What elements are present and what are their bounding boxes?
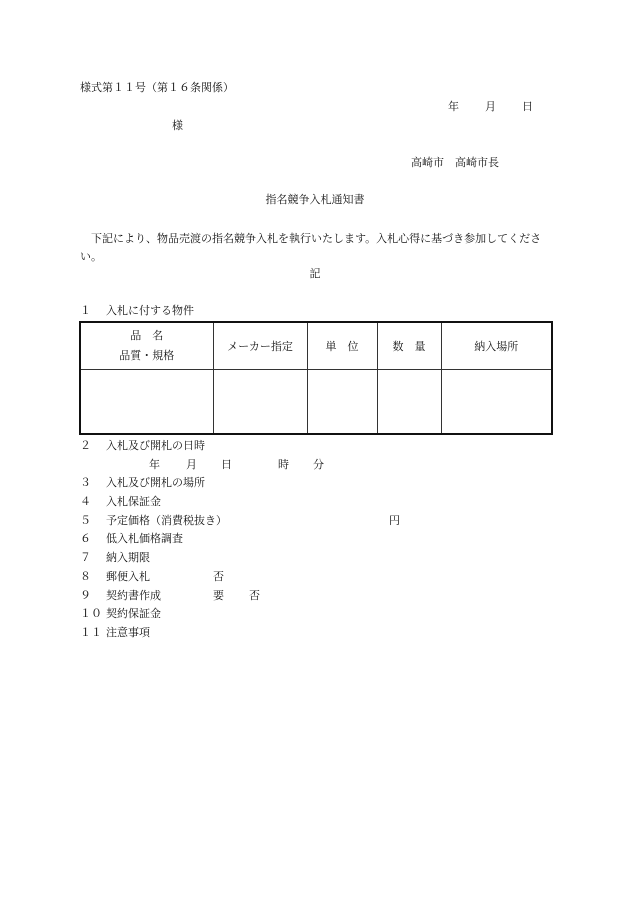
col-item-name-line1: 品 名	[130, 329, 164, 342]
cell-delivery-place	[441, 370, 552, 435]
list-item	[80, 568, 227, 587]
datetime-month: 月	[186, 457, 197, 471]
cell-unit	[307, 370, 377, 435]
item-5-unit: 円	[389, 513, 400, 527]
cell-item-name	[80, 370, 213, 435]
item-7-number: ７	[80, 551, 91, 565]
list-item	[80, 624, 227, 643]
item-5-label: 予定価格（消費税抜き）	[106, 513, 227, 527]
item-11-label: 注意事項	[106, 625, 150, 639]
cell-maker	[213, 370, 307, 435]
datetime-minute: 分	[313, 457, 324, 471]
item-8-option-no: 否	[213, 569, 224, 583]
date-line	[448, 100, 533, 114]
datetime-year: 年	[149, 457, 160, 471]
list-item	[80, 512, 400, 531]
col-quantity: 数 量	[377, 322, 441, 370]
item-8-number: ８	[80, 569, 91, 583]
item-7-label: 納入期限	[106, 551, 150, 565]
table-header-row	[80, 322, 552, 370]
body-text: 下記により、物品売渡の指名競争入札を執行いたします。入札心得に基づき参加してください。	[80, 232, 542, 263]
col-delivery-place: 納入場所	[441, 322, 552, 370]
table-row	[80, 370, 552, 435]
col-item-name	[80, 322, 213, 370]
date-month: 月	[485, 100, 496, 113]
item-10-number: １０	[80, 607, 102, 621]
item-5-number: ５	[80, 513, 91, 527]
item-10-label: 契約保証金	[106, 607, 161, 621]
list-item	[80, 493, 227, 512]
item-9-option-yes: 要	[213, 588, 224, 602]
item-11-number: １１	[80, 625, 102, 639]
cell-quantity	[377, 370, 441, 435]
col-unit: 単 位	[307, 322, 377, 370]
issuer: 高崎市 高崎市長	[411, 156, 499, 169]
item-2-label: 入札及び開札の日時	[106, 439, 205, 452]
form-number: 様式第１１号（第１６条関係）	[80, 81, 234, 94]
date-year: 年	[448, 100, 459, 113]
item-4-number: ４	[80, 495, 91, 509]
item-4-label: 入札保証金	[106, 495, 161, 509]
item-9-number: ９	[80, 588, 91, 602]
item-9-option-no: 否	[249, 588, 260, 602]
item-9-label: 契約書作成	[106, 588, 161, 602]
datetime-hour: 時	[278, 457, 289, 471]
goods-table	[79, 321, 553, 435]
list-item	[80, 530, 227, 549]
datetime-day: 日	[221, 457, 232, 471]
list-item	[80, 437, 227, 456]
item-3-number: ３	[80, 476, 91, 490]
section-1-number: １	[80, 304, 91, 317]
list-item	[80, 587, 260, 606]
date-day: 日	[522, 100, 533, 113]
addressee-suffix: 様	[172, 119, 183, 132]
item-8-label: 郵便入札	[106, 569, 150, 583]
ki-heading: 記	[309, 267, 321, 280]
item-6-label: 低入札価格調査	[106, 532, 183, 546]
section-1-label: 入札に付する物件	[106, 304, 194, 317]
list-item	[80, 549, 227, 568]
item-2-number: ２	[80, 439, 91, 452]
datetime-line	[80, 456, 324, 475]
item-3-label: 入札及び開札の場所	[106, 476, 205, 490]
document-title: 指名競争入札通知書	[265, 193, 365, 206]
item-6-number: ６	[80, 532, 91, 546]
section-1-heading	[80, 304, 194, 318]
list-item	[80, 474, 227, 493]
item-list	[80, 437, 400, 643]
list-item	[80, 605, 227, 624]
col-maker: メーカー指定	[213, 322, 307, 370]
col-item-name-line2: 品質・規格	[119, 349, 175, 362]
